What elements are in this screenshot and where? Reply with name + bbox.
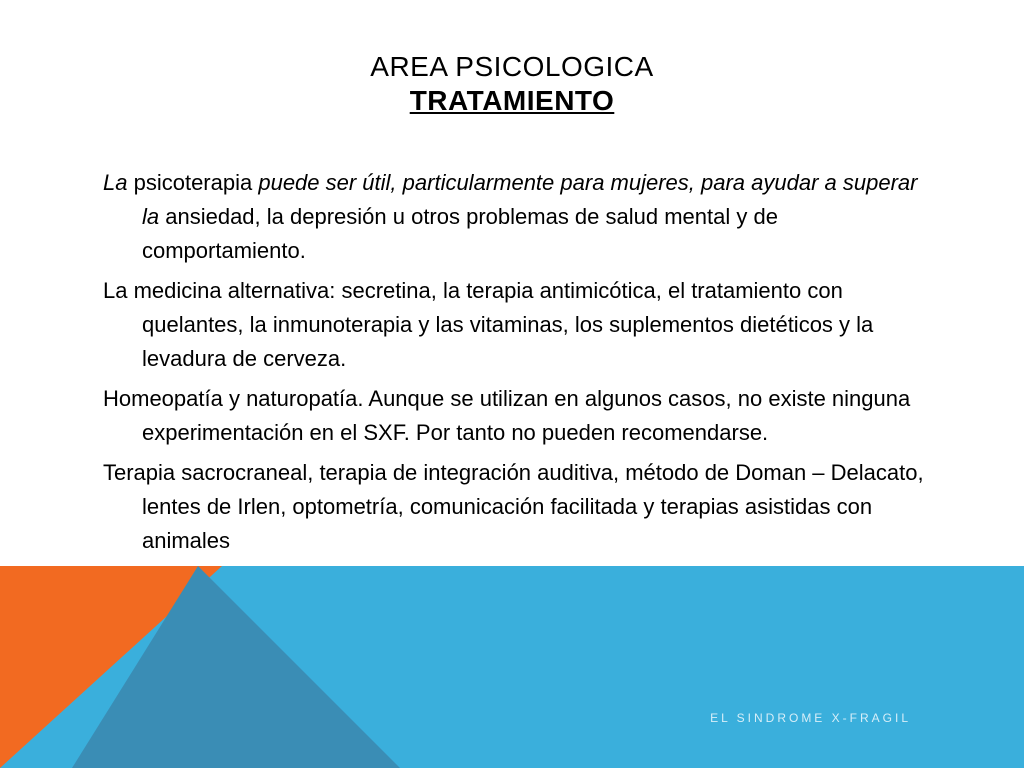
text-segment: La medicina alternativa: secretina, la terapia antimicótica, el tratamiento con quelantes, la inmunoterapia y las vitaminas, los suplementos dietéticos y la levadura de cerveza. bbox=[103, 278, 874, 371]
paragraph-psicoterapia bbox=[103, 166, 933, 268]
slide-content bbox=[103, 166, 933, 564]
text-segment: psicoterapia bbox=[127, 170, 259, 195]
text-segment: puede ser útil, particularmente para mujeres, para ayudar a superar la bbox=[142, 170, 918, 229]
text-segment: ansiedad, la depresión u otros problemas de salud mental y de comportamiento. bbox=[142, 204, 778, 263]
paragraph-homeopatia bbox=[103, 382, 933, 450]
paragraph-terapias bbox=[103, 456, 933, 558]
slide-title: AREA PSICOLOGICA bbox=[370, 51, 654, 82]
text-segment: La bbox=[103, 170, 128, 195]
text-segment: Homeopatía y naturopatía. Aunque se utilizan en algunos casos, no existe ninguna experimentación en el SXF. Por tanto no pueden recomendarse. bbox=[103, 386, 911, 445]
text-segment: Terapia sacrocraneal, terapia de integración auditiva, método de Doman – Delacato, lentes de Irlen, optometría, comunicación facilitada y terapias asistidas con animales bbox=[103, 460, 924, 553]
paragraph-medicina-alternativa bbox=[103, 274, 933, 376]
slide-title-block bbox=[0, 50, 1024, 118]
footer-label: EL SINDROME X-FRAGIL bbox=[710, 711, 911, 725]
slide-subtitle: TRATAMIENTO bbox=[409, 85, 615, 116]
